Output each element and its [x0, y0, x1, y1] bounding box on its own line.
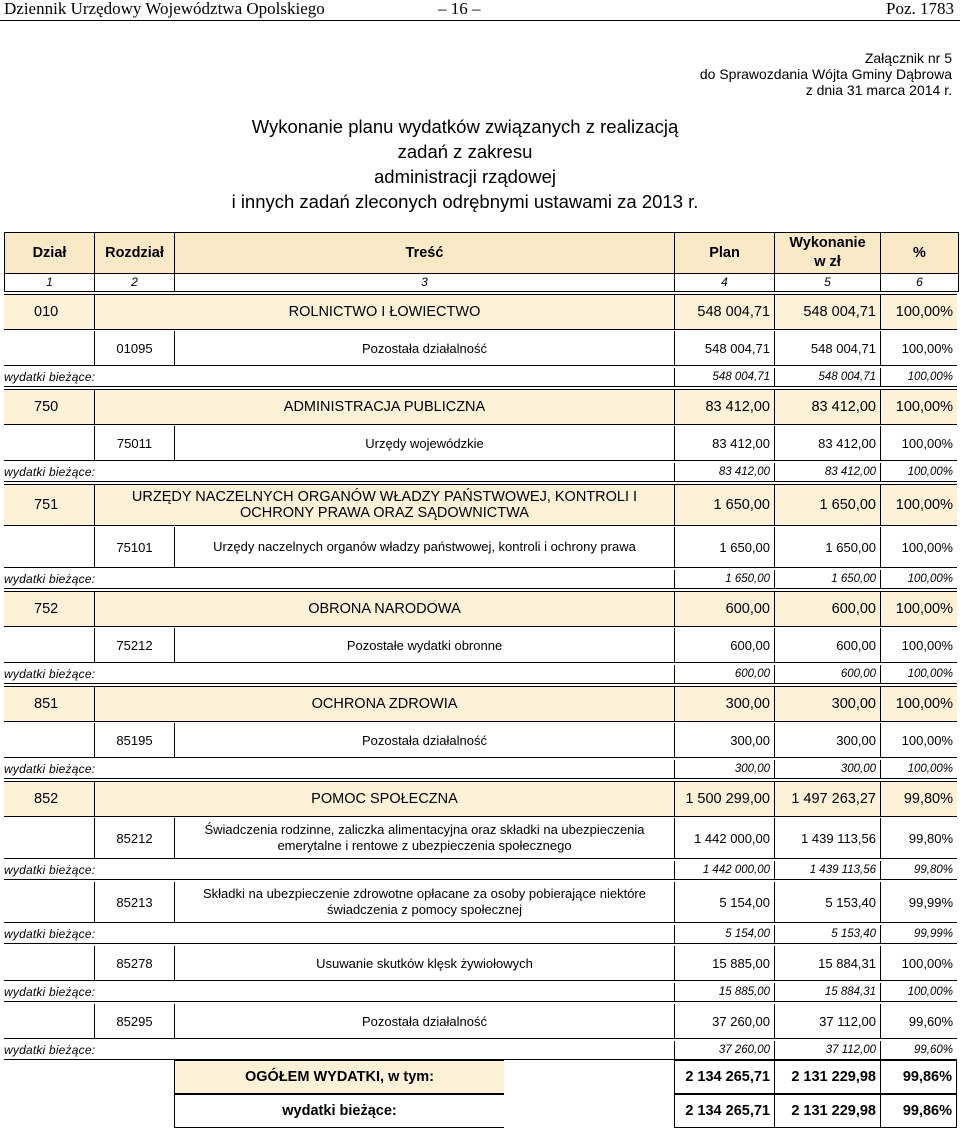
rozdzial-name: Pozostałe wydatki obronne	[174, 628, 674, 662]
dzial-code: 851	[34, 696, 59, 712]
procent-value: 100,00%	[880, 368, 957, 386]
wykonanie-value: 5 153,40	[774, 882, 880, 922]
dzial-code: 751	[34, 497, 59, 513]
total-biez-label: wydatki bieżące:	[174, 1094, 504, 1128]
gazette-header	[0, 0, 960, 21]
wykonanie-value: 600,00	[774, 628, 880, 662]
wykonanie-value: 600,00	[774, 665, 880, 683]
plan-value: 1 442 000,00	[674, 861, 774, 879]
procent-value: 100,00%	[880, 983, 957, 1001]
col-dzial: Dział	[5, 233, 95, 273]
rozdzial-name: Pozostała działalność	[174, 1004, 674, 1038]
annex-line: z dnia 31 marca 2014 r.	[805, 82, 952, 98]
plan-value: 83 412,00	[674, 463, 774, 481]
col-number: 6	[916, 275, 923, 289]
plan-value: 1 650,00	[674, 570, 774, 588]
procent-value: 99,80%	[880, 861, 957, 879]
wykonanie-value: 5 153,40	[774, 925, 880, 943]
wykonanie-value: 548 004,71	[774, 331, 880, 365]
rozdzial-name: Składki na ubezpieczenie zdrowotne opłacane za osoby pobierające niektóre świadczenia z pomocy społecznej	[174, 882, 674, 922]
wykonanie-value: 1 650,00	[774, 570, 880, 588]
wydatki-biezace-row	[4, 1041, 957, 1060]
gazette-name: Dziennik Urzędowy Województwa Opolskiego	[4, 0, 325, 18]
wykonanie-value: 300,00	[774, 760, 880, 778]
rozdzial-code: 85213	[94, 882, 174, 922]
dzial-code-empty	[4, 882, 94, 922]
procent-value: 100,00%	[880, 592, 957, 626]
position-number: Poz. 1783	[886, 0, 954, 18]
plan-value: 15 885,00	[674, 983, 774, 1001]
dzial-code: 010	[34, 304, 59, 320]
procent-value: 99,60%	[880, 1041, 957, 1059]
procent-value: 99,60%	[880, 1004, 957, 1038]
rozdzial-name: Usuwanie skutków klęsk żywiołowych	[174, 946, 674, 980]
wydatki-biezace-label: wydatki bieżące:	[4, 667, 96, 681]
col-number: 3	[175, 273, 675, 291]
title-line: zadań z zakresu	[397, 141, 533, 162]
procent-value: 100,00%	[880, 527, 957, 567]
rozdzial-name: Pozostała działalność	[174, 331, 674, 365]
wydatki-biezace-label: wydatki bieżące:	[4, 985, 96, 999]
wykonanie-value: 15 884,31	[774, 946, 880, 980]
procent-value: 100,00%	[880, 723, 957, 757]
title-line: Wykonanie planu wydatków związanych z realizacją	[251, 116, 679, 137]
rozdzial-code: 75212	[94, 628, 174, 662]
wykonanie-value: 83 412,00	[774, 463, 880, 481]
procent-value: 100,00%	[880, 946, 957, 980]
wykonanie-value: 83 412,00	[774, 390, 880, 424]
total-biez-row	[4, 1094, 957, 1128]
dzial-name: OCHRONA ZDROWIA	[94, 687, 674, 721]
dzial-code-empty	[4, 818, 94, 858]
total-biez-plan: 2 134 265,71	[674, 1094, 774, 1128]
wykonanie-value: 1 439 113,56	[774, 861, 880, 879]
rozdzial-row	[4, 527, 957, 568]
wykonanie-value: 1 497 263,27	[774, 782, 880, 816]
dzial-code: 852	[34, 791, 59, 807]
dzial-name: ROLNICTWO I ŁOWIECTWO	[94, 295, 674, 329]
wykonanie-value: 600,00	[774, 592, 880, 626]
wydatki-biezace-row	[4, 368, 957, 387]
plan-value: 5 154,00	[674, 882, 774, 922]
procent-value: 100,00%	[880, 390, 957, 424]
plan-value: 548 004,71	[674, 331, 774, 365]
annex-line: do Sprawozdania Wójta Gminy Dąbrowa	[699, 66, 952, 82]
total-biez-wykonanie: 2 131 229,98	[774, 1094, 880, 1128]
dzial-row	[4, 591, 957, 627]
wydatki-biezace-row	[4, 861, 957, 880]
procent-value: 100,00%	[880, 628, 957, 662]
column-numbers	[4, 273, 959, 292]
plan-value: 1 442 000,00	[674, 818, 774, 858]
plan-value: 83 412,00	[674, 426, 774, 460]
dzial-row	[4, 686, 957, 722]
wydatki-biezace-label: wydatki bieżące:	[4, 927, 96, 941]
dzial-row	[4, 389, 957, 425]
total-wykonanie: 2 131 229,98	[774, 1060, 880, 1094]
total-plan: 2 134 265,71	[674, 1060, 774, 1094]
col-wykonanie	[775, 233, 881, 273]
annex-line: Załącznik nr 5	[864, 50, 952, 66]
table-header	[4, 232, 959, 274]
rozdzial-row	[4, 818, 957, 859]
dzial-name: OBRONA NARODOWA	[94, 592, 674, 626]
total-procent: 99,86%	[880, 1060, 957, 1094]
dzial-code: 752	[34, 601, 59, 617]
plan-value: 600,00	[674, 628, 774, 662]
wydatki-biezace-label: wydatki bieżące:	[4, 762, 96, 776]
rozdzial-code: 85278	[94, 946, 174, 980]
col-number: 5	[775, 273, 881, 291]
procent-value: 100,00%	[880, 687, 957, 721]
plan-value: 1 650,00	[674, 527, 774, 567]
wykonanie-value: 1 650,00	[774, 527, 880, 567]
wykonanie-value: 300,00	[774, 723, 880, 757]
rozdzial-row	[4, 1004, 957, 1039]
wykonanie-value: 548 004,71	[774, 368, 880, 386]
plan-value: 548 004,71	[674, 368, 774, 386]
col-number: 2	[95, 273, 175, 291]
rozdzial-code: 01095	[94, 331, 174, 365]
rozdzial-name: Świadczenia rodzinne, zaliczka alimentacyjna oraz składki na ubezpieczenia emerytalne i rentowe z ubezpieczenia społecznego	[174, 818, 674, 858]
rozdzial-row	[4, 628, 957, 663]
dzial-code-empty	[4, 331, 94, 365]
procent-value: 99,80%	[880, 782, 957, 816]
rozdzial-row	[4, 331, 957, 366]
plan-value: 300,00	[674, 760, 774, 778]
procent-value: 100,00%	[880, 760, 957, 778]
plan-value: 5 154,00	[674, 925, 774, 943]
procent-value: 99,99%	[880, 925, 957, 943]
total-label: OGÓŁEM WYDATKI, w tym:	[174, 1060, 504, 1094]
plan-value: 600,00	[674, 665, 774, 683]
wykonanie-value: 1 439 113,56	[774, 818, 880, 858]
rozdzial-row	[4, 946, 957, 981]
wydatki-biezace-label: wydatki bieżące:	[4, 572, 96, 586]
rozdzial-name: Urzędy naczelnych organów władzy państwowej, kontroli i ochrony prawa	[174, 527, 674, 567]
procent-value: 100,00%	[880, 570, 957, 588]
rozdzial-row	[4, 723, 957, 758]
dzial-name: ADMINISTRACJA PUBLICZNA	[94, 390, 674, 424]
annex-note	[700, 50, 952, 98]
rozdzial-code: 85195	[94, 723, 174, 757]
procent-value: 100,00%	[880, 295, 957, 329]
wydatki-biezace-label: wydatki bieżące:	[4, 465, 96, 479]
wykonanie-value: 1 650,00	[774, 485, 880, 525]
col-plan: Plan	[675, 233, 775, 273]
wydatki-biezace-row	[4, 760, 957, 779]
plan-value: 37 260,00	[674, 1004, 774, 1038]
dzial-name: URZĘDY NACZELNYCH ORGANÓW WŁADZY PAŃSTWOWEJ, KONTROLI I OCHRONY PRAWA ORAZ SĄDOWNICTWA	[94, 485, 674, 525]
dzial-code-empty	[4, 1004, 94, 1038]
rozdzial-name: Urzędy wojewódzkie	[174, 426, 674, 460]
dzial-row	[4, 484, 957, 526]
plan-value: 15 885,00	[674, 946, 774, 980]
wykonanie-value: 15 884,31	[774, 983, 880, 1001]
wydatki-biezace-row	[4, 983, 957, 1002]
wykonanie-value: 37 112,00	[774, 1004, 880, 1038]
rozdzial-code: 75011	[94, 426, 174, 460]
procent-value: 100,00%	[880, 331, 957, 365]
wydatki-biezace-row	[4, 463, 957, 482]
rozdzial-code: 85212	[94, 818, 174, 858]
rozdzial-code: 75101	[94, 527, 174, 567]
rozdzial-name: Pozostała działalność	[174, 723, 674, 757]
col-wykonanie-line1: Wykonanie	[789, 235, 866, 251]
col-wykonanie-line2: w zł	[814, 254, 841, 270]
procent-value: 100,00%	[880, 485, 957, 525]
rozdzial-row	[4, 882, 957, 923]
document-title	[230, 114, 700, 214]
rozdzial-row	[4, 426, 957, 461]
dzial-name: POMOC SPOŁECZNA	[94, 782, 674, 816]
wydatki-biezace-row	[4, 925, 957, 944]
dzial-code: 750	[34, 399, 59, 415]
plan-value: 548 004,71	[674, 295, 774, 329]
wydatki-biezace-row	[4, 570, 957, 589]
dzial-code-empty	[4, 527, 94, 567]
wydatki-biezace-label: wydatki bieżące:	[4, 370, 96, 384]
plan-value: 600,00	[674, 592, 774, 626]
title-line: administracji rządowej	[374, 166, 556, 187]
procent-value: 100,00%	[880, 426, 957, 460]
col-procent: %	[913, 245, 926, 261]
dzial-code-empty	[4, 946, 94, 980]
col-rozdzial: Rozdział	[95, 233, 175, 273]
wykonanie-value: 548 004,71	[774, 295, 880, 329]
title-line: i innych zadań zleconych odrębnymi ustawami za 2013 r.	[231, 191, 699, 212]
total-row	[4, 1060, 957, 1094]
col-number: 1	[5, 273, 95, 291]
plan-value: 1 650,00	[674, 485, 774, 525]
wydatki-biezace-label: wydatki bieżące:	[4, 863, 96, 877]
plan-value: 300,00	[674, 723, 774, 757]
col-tresc: Treść	[175, 233, 675, 273]
procent-value: 100,00%	[880, 665, 957, 683]
procent-value: 99,80%	[880, 818, 957, 858]
plan-value: 37 260,00	[674, 1041, 774, 1059]
rozdzial-code: 85295	[94, 1004, 174, 1038]
col-number: 4	[675, 273, 775, 291]
page-number: – 16 –	[438, 0, 481, 18]
total-biez-procent: 99,86%	[880, 1094, 957, 1128]
wykonanie-value: 300,00	[774, 687, 880, 721]
procent-value: 100,00%	[880, 463, 957, 481]
plan-value: 83 412,00	[674, 390, 774, 424]
wykonanie-value: 37 112,00	[774, 1041, 880, 1059]
dzial-row	[4, 781, 957, 817]
dzial-code-empty	[4, 723, 94, 757]
plan-value: 300,00	[674, 687, 774, 721]
dzial-code-empty	[4, 628, 94, 662]
plan-value: 1 500 299,00	[674, 782, 774, 816]
wydatki-biezace-label: wydatki bieżące:	[4, 1043, 96, 1057]
dzial-row	[4, 294, 957, 330]
procent-value: 99,99%	[880, 882, 957, 922]
dzial-code-empty	[4, 426, 94, 460]
wykonanie-value: 83 412,00	[774, 426, 880, 460]
wydatki-biezace-row	[4, 665, 957, 684]
